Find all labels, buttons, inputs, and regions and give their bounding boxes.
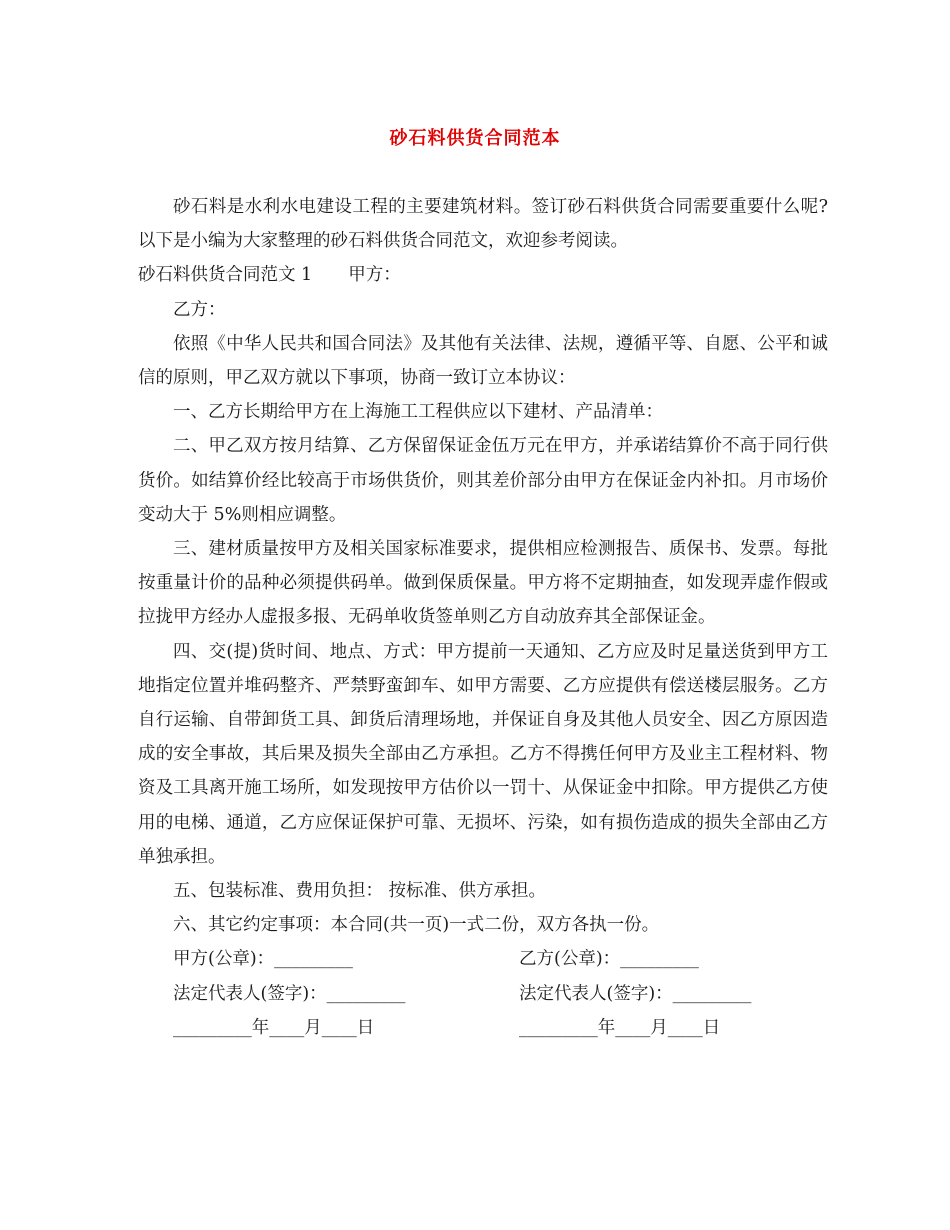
document-body (138, 190, 828, 1045)
party-a-date-field: _________年____月____日 (173, 1017, 375, 1038)
party-b-seal-field: 乙方(公章)：_________ (519, 949, 699, 970)
sample-heading: 砂石料供货合同范文 1 (138, 265, 313, 286)
clause-6: 六、其它约定事项：本合同(共一页)一式二份，双方各执一份。 (173, 915, 660, 936)
party-a-seal-field: 甲方(公章)：_________ (173, 949, 353, 970)
party-a-label: 甲方： (348, 265, 401, 286)
party-a-rep-field: 法定代表人(签字)：_________ (173, 983, 406, 1004)
party-b-label: 乙方： (173, 299, 226, 320)
party-b-rep-field: 法定代表人(签字)：_________ (519, 983, 752, 1004)
sample-heading-line (138, 258, 828, 292)
clause-5: 五、包装标准、费用负担： 按标准、供方承担。 (173, 881, 547, 902)
party-b-date-field: _________年____月____日 (519, 1017, 721, 1038)
clause-1: 一、乙方长期给甲方在上海施工工程供应以下建材、产品清单： (173, 402, 663, 423)
signature-row-seal (138, 942, 828, 976)
signature-row-rep (138, 977, 828, 1011)
intro-paragraph: 砂石料是水利水电建设工程的主要建筑材料。签订砂石料供货合同需要重要什么呢?以下是小编为大家整理的砂石料供货合同范文，欢迎参考阅读。 (138, 197, 828, 252)
document-title: 砂石料供货合同范本 (389, 128, 561, 149)
paragraph-preamble: 依照《中华人民共和国合同法》及其他有关法律、法规，遵循平等、自愿、公平和诚信的原则，甲乙双方就以下事项，协商一致订立本协议： (138, 333, 828, 389)
signature-row-date (138, 1011, 828, 1045)
clause-3: 三、建材质量按甲方及相关国家标准要求，提供相应检测报告、质保书、发票。每批按重量计价的品种必须提供码单。做到保质保量。甲方将不定期抽查，如发现弄虚作假或拉拢甲方经办人虚报多报、无码单收货签单则乙方自动放弃其全部保证金。 (138, 539, 828, 628)
clause-4: 四、交(提)货时间、地点、方式：甲方提前一天通知、乙方应及时足量送货到甲方工地指定位置并堆码整齐、严禁野蛮卸车、如甲方需要、乙方应提供有偿送楼层服务。乙方自行运输、自带卸货工具、卸货后清理场地，并保证自身及其他人员安全、因乙方原因造成的安全事故，其后果及损失全部由乙方承担。乙方不得携任何甲方及业主工程材料、物资及工具离开施工场所，如发现按甲方估价以一罚十、从保证金中扣除。甲方提供乙方使用的电梯、通道，乙方应保证保护可靠、无损坏、污染，如有损伤造成的损失全部由乙方单独承担。 (138, 641, 828, 867)
clause-2: 二、甲乙双方按月结算、乙方保留保证金伍万元在甲方，并承诺结算价不高于同行供货价。如结算价经比较高于市场供货价，则其差价部分由甲方在保证金内补扣。月市场价变动大于 5%则相应调整。 (138, 436, 828, 525)
